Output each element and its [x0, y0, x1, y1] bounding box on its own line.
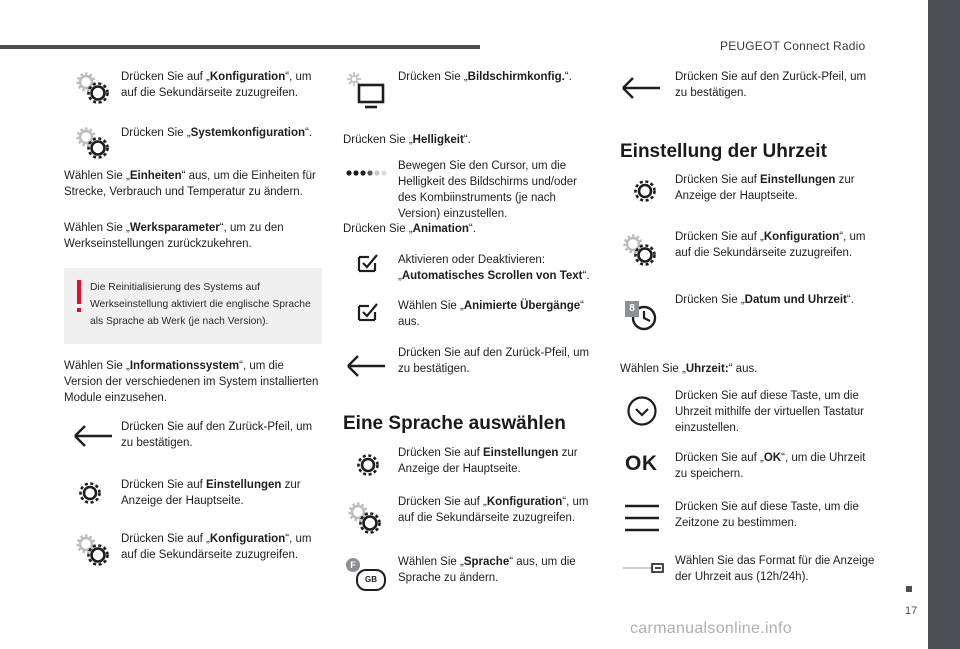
step-text: Drücken Sie auf „Konfiguration“, um auf die Sekundärseite zuzugreifen.: [398, 496, 589, 524]
watermark: carmanualsonline.info: [630, 620, 792, 637]
warning-note-box: [64, 268, 322, 344]
paragraph: Wählen Sie „Uhrzeit:“ aus.: [620, 363, 758, 375]
step-text: Drücken Sie auf den Zurück-Pfeil, um zu bestätigen.: [675, 71, 867, 99]
toggle-switch-icon: [622, 563, 664, 573]
section-heading-time: Einstellung der Uhrzeit: [620, 141, 827, 162]
configuration-gears-icon: [73, 125, 113, 163]
step-text: Drücken Sie auf „OK“, um die Uhrzeit zu speichern.: [675, 452, 866, 480]
date-time-clock-icon: [622, 296, 662, 334]
configuration-gears-icon: [620, 232, 660, 270]
step-text: Drücken Sie auf „Konfiguration“, um auf die Sekundärseite zuzugreifen.: [121, 71, 312, 99]
step-text: Drücken Sie auf diese Taste, um die Uhrzeit mithilfe der virtuellen Tastatur einzustellen.: [675, 390, 864, 434]
checkbox-checked-icon: [357, 302, 379, 322]
step-text: Wählen Sie das Format für die Anzeige der Uhrzeit aus (12h/24h).: [675, 555, 875, 583]
step-text: Wählen Sie „Animierte Übergänge“ aus.: [398, 300, 584, 328]
page-edge-strip: [928, 0, 960, 649]
step-text: Drücken Sie auf den Zurück-Pfeil, um zu bestätigen.: [398, 347, 590, 375]
language-badge: F: [346, 558, 360, 572]
paragraph: Wählen Sie „Informationssystem“, um die Version der verschiedenen im System installierten Module einzusehen.: [64, 360, 319, 404]
time-confirm-circle-icon: [626, 395, 658, 427]
settings-gear-icon: [355, 452, 381, 478]
paragraph: Drücken Sie „Animation“.: [343, 223, 476, 235]
section-heading-language: Eine Sprache auswählen: [343, 413, 566, 434]
configuration-gears-icon: [73, 70, 113, 108]
paragraph: Drücken Sie „Helligkeit“.: [343, 134, 471, 146]
step-text: Drücken Sie „Systemkonfiguration“.: [121, 127, 313, 139]
step-text: Bewegen Sie den Cursor, um die Helligkeit des Bildschirms und/oder des Kombiinstruments (je nach Version) einzustellen.: [398, 160, 577, 220]
back-arrow-icon: [72, 424, 114, 448]
language-flag-icon: [346, 558, 386, 592]
step-text: Wählen Sie „Sprache“ aus, um die Sprache zu ändern.: [398, 556, 576, 584]
step-text: Drücken Sie auf den Zurück-Pfeil, um zu bestätigen.: [121, 421, 313, 449]
step-text: Drücken Sie „Datum und Uhrzeit“.: [675, 294, 854, 306]
settings-gear-icon: [632, 178, 658, 204]
configuration-gears-icon: [73, 532, 113, 570]
paragraph: Wählen Sie „Einheiten“ aus, um die Einheiten für Strecke, Verbrauch und Temperatur zu ändern.: [64, 170, 316, 198]
header-title: PEUGEOT Connect Radio: [720, 39, 866, 53]
step-text: Drücken Sie auf Einstellungen zur Anzeige der Hauptseite.: [675, 174, 855, 202]
step-text: Drücken Sie auf diese Taste, um die Zeitzone zu bestimmen.: [675, 501, 859, 529]
language-label: GB: [356, 569, 386, 591]
ok-icon: OK: [625, 452, 658, 475]
brightness-level-icon: [345, 168, 389, 178]
checkbox-checked-icon: [357, 253, 379, 273]
continue-marker: [906, 586, 912, 592]
step-text: Drücken Sie auf „Konfiguration“, um auf die Sekundärseite zuzugreifen.: [121, 533, 312, 561]
paragraph: Wählen Sie „Werksparameter“, um zu den Werkseinstellungen zurückzukehren.: [64, 222, 284, 250]
step-text: Aktivieren oder Deaktivieren: „Automatisches Scrollen von Text“.: [398, 254, 590, 282]
header-bar: [0, 45, 480, 49]
settings-gear-icon: [77, 480, 103, 506]
step-text: Drücken Sie auf „Konfiguration“, um auf die Sekundärseite zuzugreifen.: [675, 231, 866, 259]
step-text: Drücken Sie auf Einstellungen zur Anzeige der Hauptseite.: [398, 447, 578, 475]
back-arrow-icon: [620, 76, 662, 100]
warning-icon: [77, 280, 81, 304]
page-number: 17: [905, 605, 918, 617]
step-text: Drücken Sie „Bildschirmkonfig.“.: [398, 71, 572, 83]
warning-note-text: Die Reinitialisierung des Systems auf Werkseinstellung aktiviert die englische Sprache als Sprache ab Werk (je nach Version).: [90, 282, 311, 327]
display-brightness-icon: [345, 70, 387, 110]
step-text: Drücken Sie auf Einstellungen zur Anzeige der Hauptseite.: [121, 479, 301, 507]
back-arrow-icon: [345, 354, 387, 378]
menu-list-icon: [624, 503, 660, 533]
clock-badge: 8: [625, 301, 639, 317]
configuration-gears-icon: [345, 500, 385, 538]
